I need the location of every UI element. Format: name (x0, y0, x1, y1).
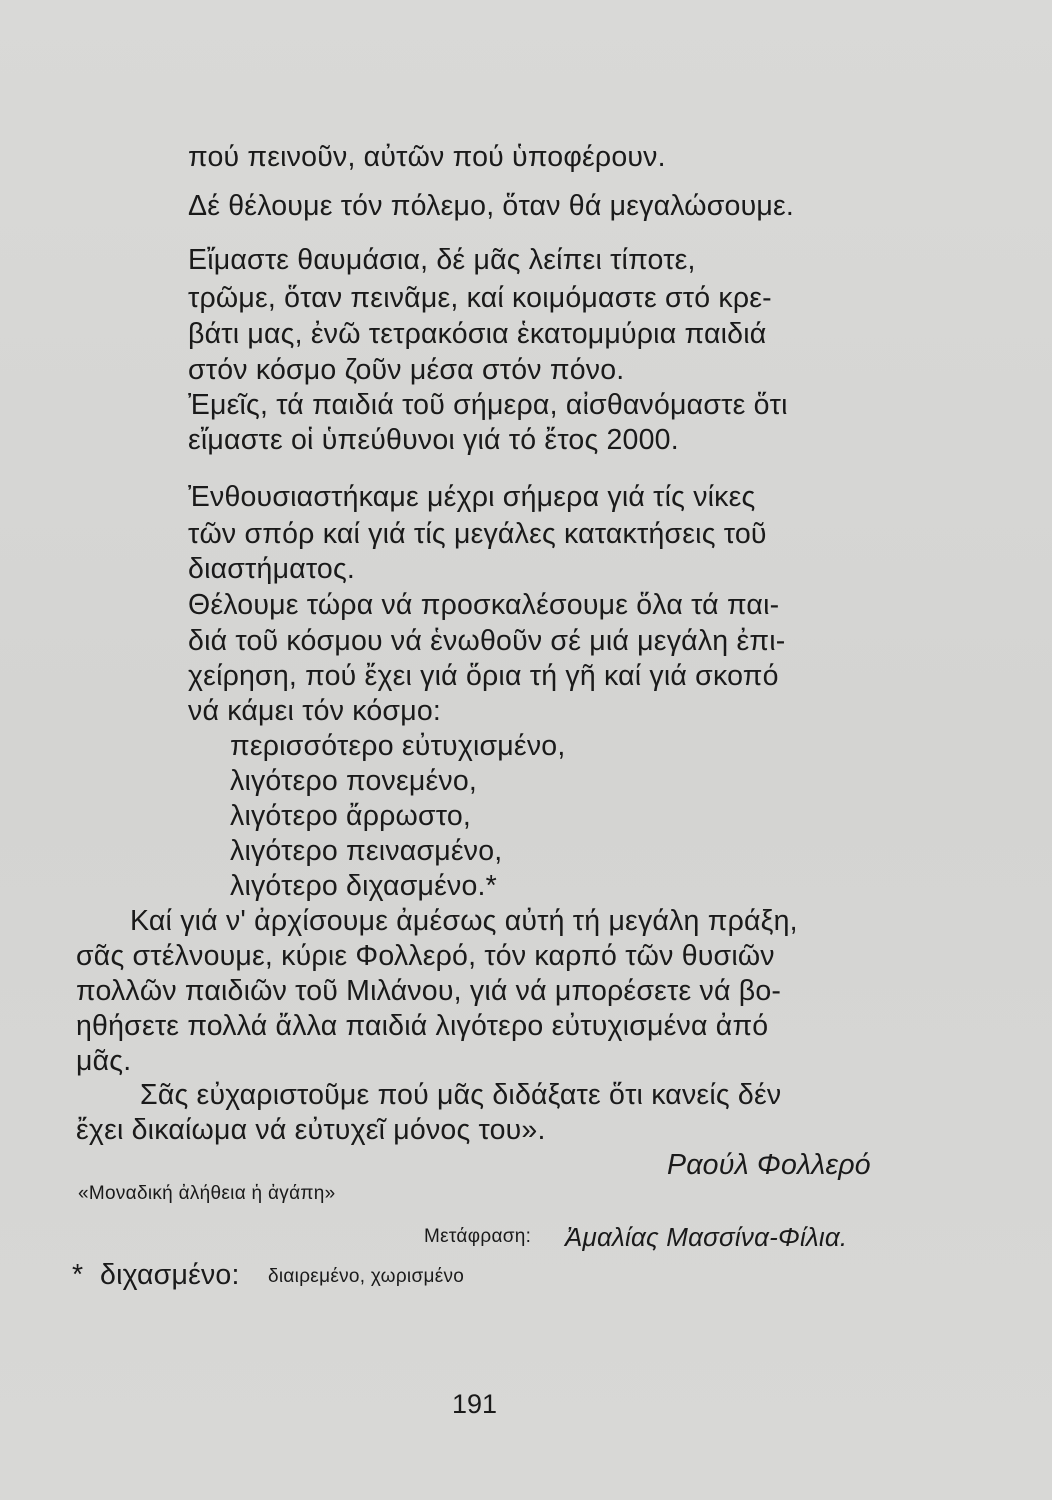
list-line-3: λιγότερο ἄρρωστο, (230, 800, 471, 832)
text-line-3: Εἴμαστε θαυμάσια, δέ μᾶς λείπει τίποτε, (188, 244, 696, 276)
text-line-10: τῶν σπόρ καί γιά τίς μεγάλες κατακτήσεις τοῦ (188, 518, 767, 550)
text-line-23: πολλῶν παιδιῶν τοῦ Μιλάνου, γιά νά μπορέσετε νά βο- (76, 975, 782, 1007)
footnote-term: διχασμένο: (100, 1259, 240, 1291)
text-line-22: σᾶς στέλνουμε, κύριε Φολλερό, τόν καρπό τῶν θυσιῶν (76, 940, 775, 972)
footnote-definition: διαιρεμένο, χωρισμένο (268, 1266, 465, 1287)
list-line-2: λιγότερο πονεμένο, (230, 765, 478, 797)
list-line-1: περισσότερο εὐτυχισμένο, (230, 730, 566, 762)
text-line-1: πού πεινοῦν, αὐτῶν πού ὑποφέρουν. (188, 141, 666, 173)
list-line-4: λιγότερο πεινασμένο, (230, 835, 503, 867)
page-number: 191 (452, 1389, 498, 1419)
translator-name: Ἀμαλίας Μασσίνα-Φίλια. (565, 1222, 848, 1252)
list-line-5: λιγότερο διχασμένο.* (230, 870, 497, 902)
text-line-9: Ἐνθουσιαστήκαμε μέχρι σήμερα γιά τίς νίκες (188, 481, 756, 513)
text-line-7: Ἐμεῖς, τά παιδιά τοῦ σήμερα, αἰσθανόμαστε ὅτι (188, 389, 788, 421)
text-line-8: εἴμαστε οἱ ὑπεύθυνοι γιά τό ἔτος 2000. (188, 424, 679, 456)
text-line-26: Σᾶς εὐχαριστοῦμε πού μᾶς διδάξατε ὅτι κανείς δέν (140, 1079, 782, 1111)
text-line-24: ηθήσετε πολλά ἄλλα παιδιά λιγότερο εὐτυχισμένα ἀπό (76, 1010, 769, 1042)
text-line-13: διά τοῦ κόσμου νά ἑνωθοῦν σέ μιά μεγάλη ἐπι- (188, 625, 786, 657)
text-line-5: βάτι μας, ἐνῶ τετρακόσια ἑκατομμύρια παιδιά (188, 318, 767, 350)
text-line-2: Δέ θέλουμε τόν πόλεμο, ὅταν θά μεγαλώσουμε. (188, 190, 795, 222)
text-line-21: Καί γιά ν' ἀρχίσουμε ἀμέσως αὐτή τή μεγάλη πράξη, (130, 905, 798, 937)
text-line-12: Θέλουμε τώρα νά προσκαλέσουμε ὅλα τά παι- (188, 589, 780, 621)
text-line-25: μᾶς. (76, 1045, 132, 1077)
source-title: «Μοναδική ἀλήθεια ἡ ἀγάπη» (78, 1183, 336, 1204)
text-line-27: ἔχει δικαίωμα νά εὐτυχεῖ μόνος του». (76, 1114, 546, 1146)
text-line-4: τρῶμε, ὅταν πεινᾶμε, καί κοιμόμαστε στό κρε- (188, 282, 772, 314)
text-line-6: στόν κόσμο ζοῦν μέσα στόν πόνο. (188, 354, 625, 386)
translation-label: Μετάφραση: (424, 1226, 532, 1247)
text-line-11: διαστήματος. (188, 553, 356, 585)
text-line-15: νά κάμει τόν κόσμο: (188, 695, 442, 727)
footnote-marker: * (72, 1259, 84, 1291)
text-line-14: χείρηση, πού ἔχει γιά ὅρια τή γῆ καί γιά σκοπό (188, 660, 779, 692)
signature: Ραούλ Φολλερό (667, 1149, 871, 1181)
